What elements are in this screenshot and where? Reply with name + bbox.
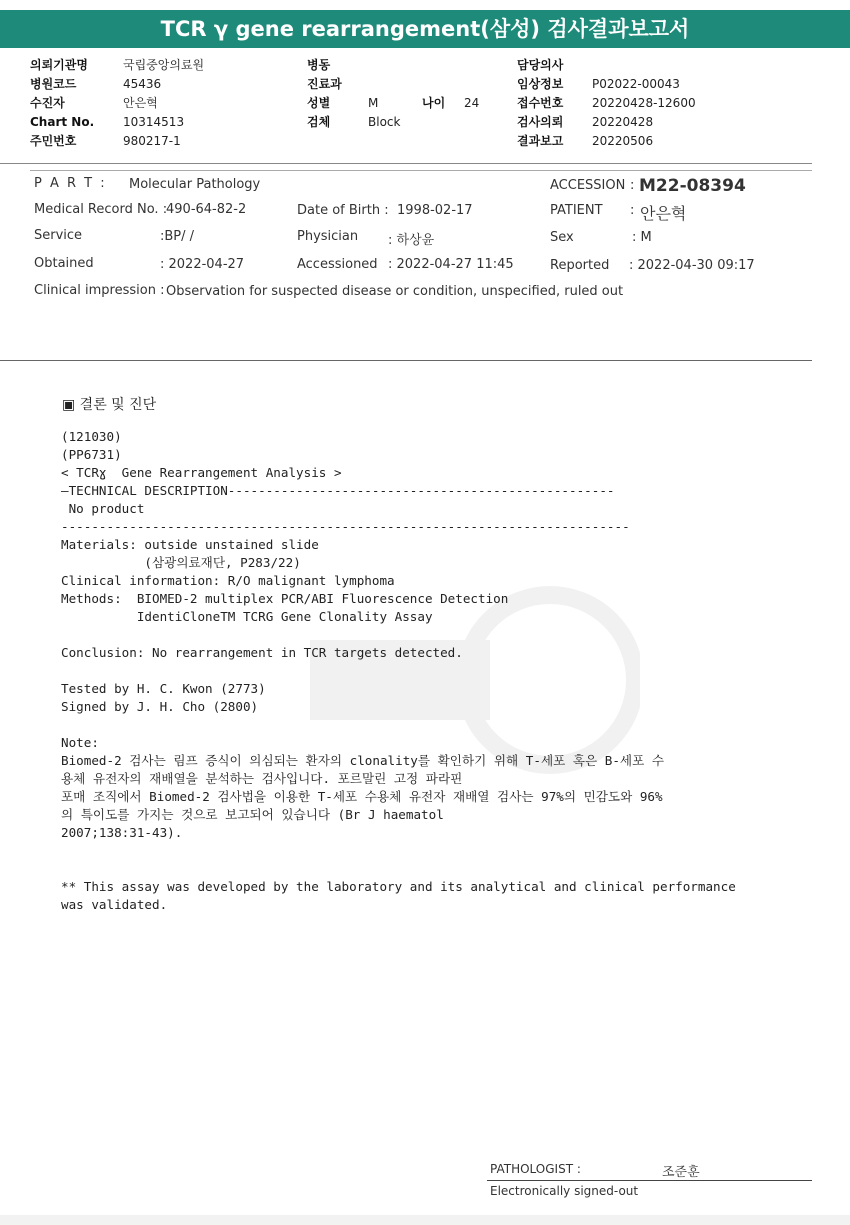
header-column-2: [307, 56, 479, 132]
header-label: 성별: [307, 96, 331, 110]
clinical-impression-label: Clinical impression :: [34, 283, 165, 298]
body-line: 포매 조직에서 Biomed-2 검사법을 이용한 T-세포 수용체 유전자 재배열 검사는 97%의 민감도와 96%: [61, 789, 663, 804]
reported-value: : 2022-04-30 09:17: [629, 258, 755, 273]
body-line: IdentiCloneTM TCRG Gene Clonality Assay: [61, 609, 433, 624]
pathologist-name: 조준훈: [662, 1165, 700, 1180]
body-line: —TECHNICAL DESCRIPTION---------------------------------------------------: [61, 483, 615, 498]
sex-value: : M: [632, 230, 652, 245]
header-value: 20220428-12600: [592, 96, 696, 110]
accession-number: M22-08394: [639, 176, 746, 196]
accessioned-value: : 2022-04-27 11:45: [388, 257, 514, 272]
report-top-rule: [30, 170, 812, 171]
patient-name: 안은혁: [640, 204, 687, 223]
dob-label: Date of Birth :: [297, 203, 389, 218]
part-value: Molecular Pathology: [129, 177, 261, 192]
header-row: [307, 94, 479, 113]
accessioned-label: Accessioned: [297, 257, 378, 272]
body-line: Clinical information: R/O malignant lymphoma: [61, 573, 395, 588]
service-value: :BP/ /: [160, 229, 195, 244]
patient-colon: :: [630, 203, 635, 218]
sex-label: Sex: [550, 230, 574, 245]
header-label: 검체: [307, 115, 331, 129]
body-line: (PP6731): [61, 447, 122, 462]
body-line: 용체 유전자의 재배열을 분석하는 검사입니다. 포르말린 고정 파라핀: [61, 771, 463, 786]
header-label: 검사의뢰: [517, 115, 564, 129]
mrn-label: Medical Record No. :: [34, 202, 168, 217]
clinical-impression-value: Observation for suspected disease or condition, unspecified, ruled out: [166, 284, 624, 299]
header-label: 주민번호: [30, 134, 77, 148]
header-value: M: [368, 96, 379, 110]
reported-label: Reported: [550, 258, 610, 273]
accession-colon: :: [630, 178, 635, 193]
pathologist-label: PATHOLOGIST :: [490, 1162, 581, 1176]
body-line: [61, 716, 821, 734]
body-line: Materials: outside unstained slide: [61, 537, 319, 552]
header-value: 안은혁: [123, 96, 158, 110]
body-line: [61, 662, 821, 680]
mrn-value: 490-64-82-2: [166, 202, 247, 217]
age-value: 24: [464, 96, 480, 110]
report-title: TCR γ gene rearrangement(삼성) 검사결과보고서: [0, 10, 850, 48]
age-label: 나이: [422, 96, 446, 110]
header-label: 담당의사: [517, 58, 564, 72]
body-line: ** This assay was developed by the laboratory and its analytical and clinical performance: [61, 879, 736, 894]
header-row: [517, 113, 696, 132]
page-bottom-margin: [0, 1215, 850, 1225]
header-value: 20220506: [592, 134, 654, 148]
header-row: [30, 94, 204, 113]
header-label: 수진자: [30, 96, 65, 110]
header-row: [517, 56, 696, 75]
header-label: 임상정보: [517, 77, 564, 91]
dob-value: 1998-02-17: [397, 203, 473, 218]
header-label: 접수번호: [517, 96, 564, 110]
body-line: Signed by J. H. Cho (2800): [61, 699, 259, 714]
header-value: 20220428: [592, 115, 654, 129]
body-line: No product: [61, 501, 145, 516]
header-value: 국립중앙의료원: [123, 58, 205, 72]
body-line: ---------------------------------------------------------------------------: [61, 519, 630, 534]
signed-out-text: Electronically signed-out: [490, 1184, 639, 1198]
body-line: Biomed-2 검사는 림프 증식이 의심되는 환자의 clonality를 확인하기 위해 T-세포 혹은 B-세포 수: [61, 753, 665, 768]
header-value: 45436: [123, 77, 162, 91]
header-label: 병동: [307, 58, 331, 72]
body-line: Methods: BIOMED-2 multiplex PCR/ABI Fluorescence Detection: [61, 591, 509, 606]
physician-value: : 하상윤: [388, 233, 435, 248]
header-column-1: [30, 56, 204, 151]
header-row: [517, 94, 696, 113]
obtained-label: Obtained: [34, 256, 94, 271]
body-line: 2007;138:31-43).: [61, 825, 183, 840]
body-line: Tested by H. C. Kwon (2773): [61, 681, 266, 696]
body-line: was validated.: [61, 897, 168, 912]
patient-label: PATIENT: [550, 203, 603, 218]
header-row: [307, 113, 479, 132]
header-label: 결과보고: [517, 134, 564, 148]
header-row: [517, 132, 696, 151]
part-label: P A R T :: [34, 176, 107, 191]
header-value: 980217-1: [123, 134, 181, 148]
header-value: Block: [368, 115, 401, 129]
header-column-3: [517, 56, 696, 151]
body-line: [61, 860, 821, 878]
body-line: 의 특이도를 가지는 것으로 보고되어 있습니다 (Br J haematol: [61, 807, 444, 822]
obtained-value: : 2022-04-27: [160, 257, 245, 272]
header-row: [517, 75, 696, 94]
header-label: Chart No.: [30, 115, 95, 129]
accession-label: ACCESSION: [550, 178, 626, 193]
service-label: Service: [34, 228, 83, 243]
section-title: ▣ 결론 및 진단: [62, 397, 157, 413]
body-line: [61, 842, 821, 860]
body-line: [61, 626, 821, 644]
header-row: [307, 56, 479, 75]
header-divider: [0, 163, 812, 164]
header-row: [30, 132, 204, 151]
signature-line: [487, 1180, 812, 1181]
body-line: < TCRɣ Gene Rearrangement Analysis >: [61, 465, 342, 480]
report-info-divider: [0, 360, 812, 361]
physician-label: Physician: [297, 229, 359, 244]
header-label: 진료과: [307, 77, 342, 91]
header-row: [30, 113, 204, 132]
body-line: (삼광의료재단, P283/22): [61, 555, 301, 570]
report-body: [61, 428, 821, 914]
header-value: P02022-00043: [592, 77, 680, 91]
header-label: 의뢰기관명: [30, 58, 88, 72]
header-label: 병원코드: [30, 77, 77, 91]
header-value: 10314513: [123, 115, 185, 129]
header-row: [307, 75, 479, 94]
body-line: Conclusion: No rearrangement in TCR targets detected.: [61, 645, 463, 660]
header-row: [30, 75, 204, 94]
body-line: (121030): [61, 429, 122, 444]
header-row: [30, 56, 204, 75]
body-line: Note:: [61, 735, 99, 750]
